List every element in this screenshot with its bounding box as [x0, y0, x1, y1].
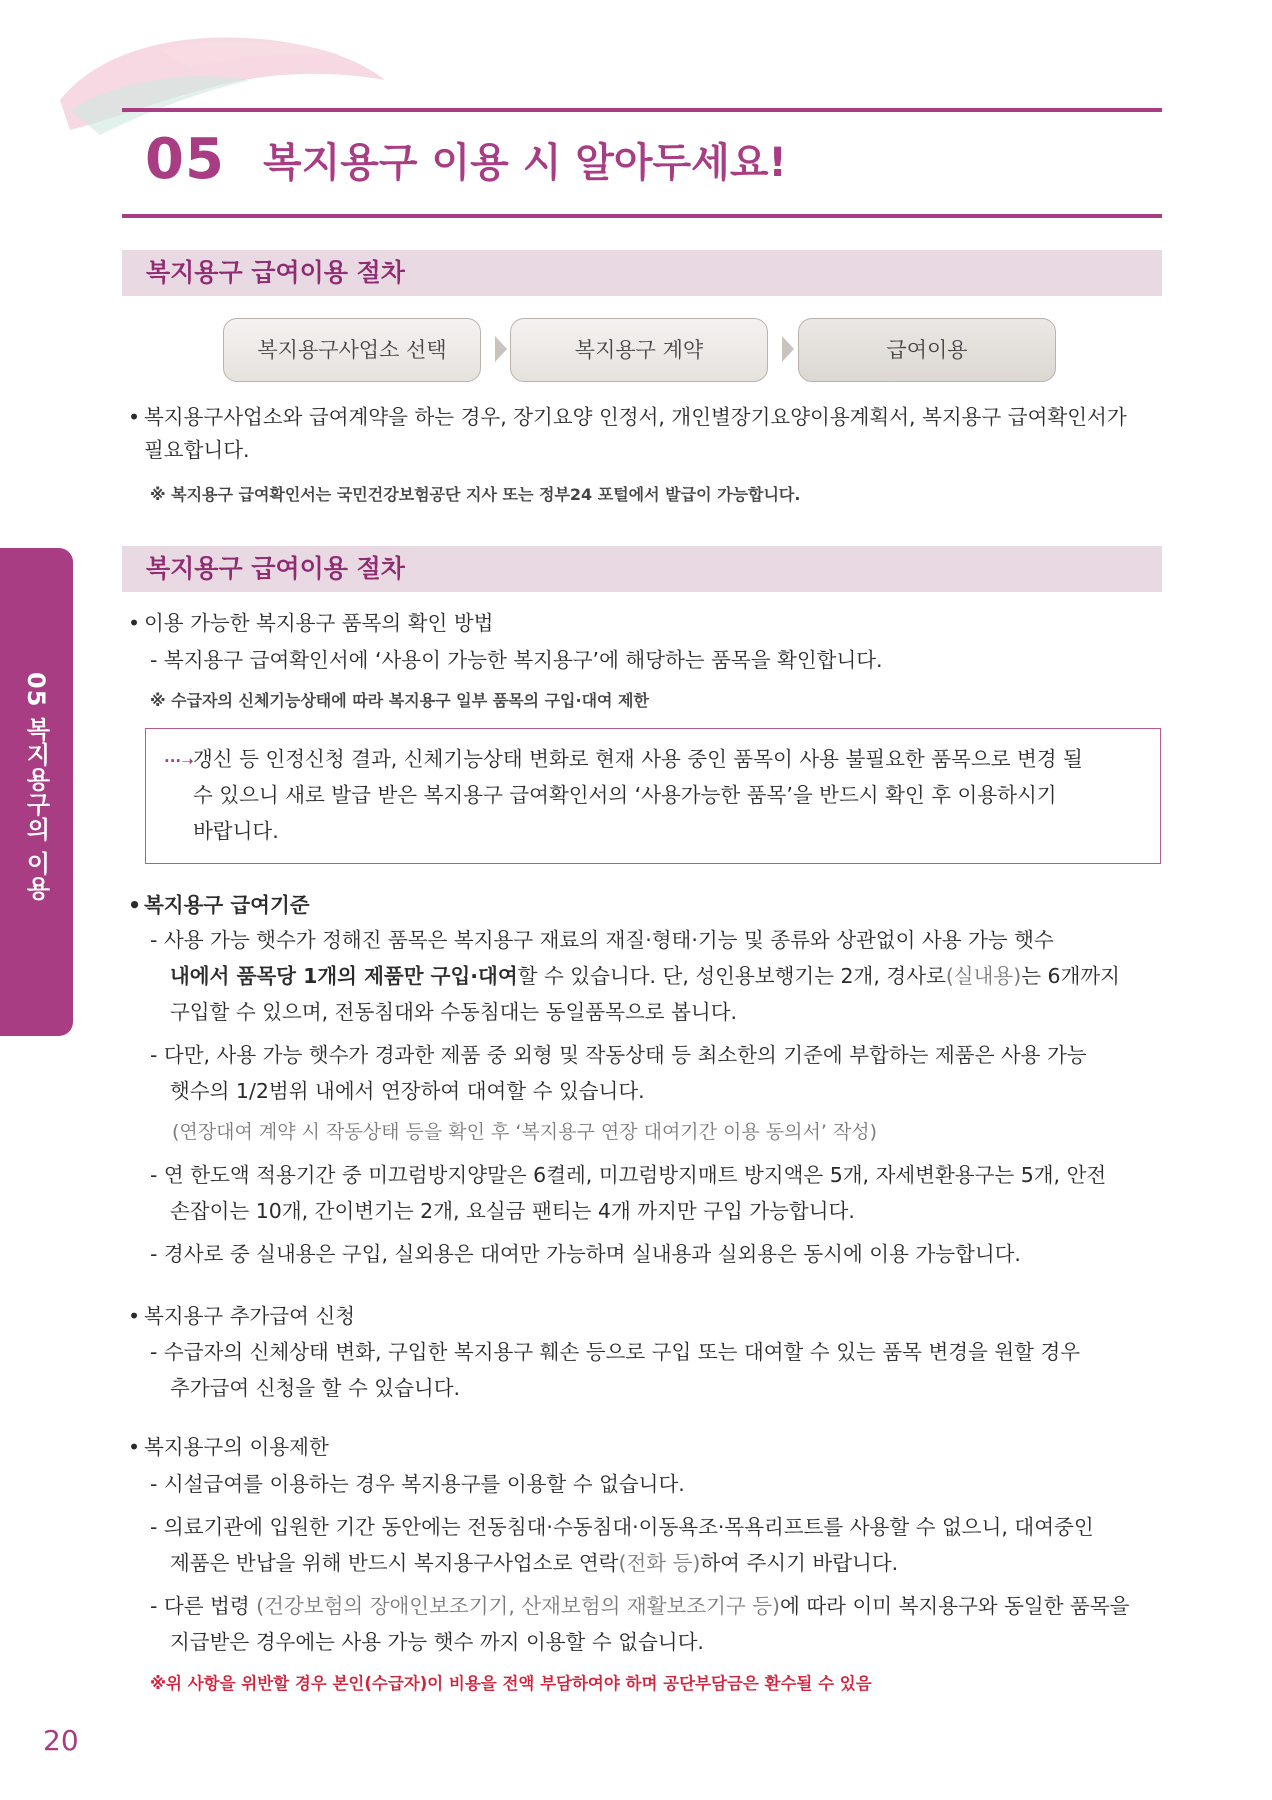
bullet-item: [130, 886, 310, 924]
sub-item: - 경사로 중 실내용은 구입, 실외용은 대여만 가능하며 실내용과 실외용은 동시에 이용 가능합니다.: [150, 1242, 1021, 1266]
chapter-number: 05: [145, 127, 225, 192]
sub-item: - 사용 가능 햇수가 정해진 품목은 복지용구 재료의 재질·형태·기능 및 종류와 상관없이 사용 가능 햇수: [150, 928, 1054, 952]
bullet-title: 복지용구 추가급여 신청: [144, 1304, 356, 1328]
callout-text: 바랍니다.: [193, 819, 279, 843]
bullet-title: 복지용구 급여기준: [144, 893, 310, 917]
text-run-gray: (건강보험의 장애인보조기기, 산재보험의 재활보조기구 등): [256, 1594, 781, 1618]
step-box: 급여이용: [798, 318, 1056, 382]
page-number: 20: [43, 1724, 79, 1757]
chevron-right-icon: [494, 334, 508, 364]
chevron-right-icon: [781, 334, 795, 364]
text-run-gray: (실내용): [945, 964, 1022, 988]
sub-item-cont: 손잡이는 10개, 간이변기는 2개, 요실금 팬티는 4개 까지만 구입 가능합니다.: [170, 1199, 855, 1223]
sub-item: - 시설급여를 이용하는 경우 복지용구를 이용할 수 없습니다.: [150, 1472, 685, 1496]
arrow-icon: ···➝: [164, 752, 194, 770]
bullet-title: 이용 가능한 복지용구 품목의 확인 방법: [144, 611, 494, 635]
section-heading: 복지용구 급여이용 절차: [122, 250, 1162, 296]
text-run: 할 수 있습니다. 단, 성인용보행기는 2개, 경사로: [517, 964, 946, 988]
bullet-title: 복지용구의 이용제한: [144, 1435, 329, 1459]
callout-text: 갱신 등 인정신청 결과, 신체기능상태 변화로 현재 사용 중인 품목이 사용 불필요한 품목으로 변경 될: [193, 747, 1083, 771]
text-run: 하여 주시기 바랍니다.: [700, 1551, 899, 1575]
text-run: - 다른 법령: [150, 1594, 257, 1618]
warning-text: ※위 사항을 위반할 경우 본인(수급자)이 비용을 전액 부담하여야 하며 공단부담금은 환수될 수 있음: [150, 1674, 872, 1693]
bullet-item: [130, 398, 1127, 436]
sub-item: - 의료기관에 입원한 기간 동안에는 전동침대·수동침대·이동욕조·목욕리프트를 사용할 수 없으니, 대여중인: [150, 1515, 1094, 1539]
sub-item-cont: 지급받은 경우에는 사용 가능 햇수 까지 이용할 수 없습니다.: [170, 1630, 704, 1654]
side-tab-label: 05 복지용구의 이용: [22, 672, 50, 902]
text-run-gray: (전화 등): [618, 1551, 701, 1575]
section-heading: 복지용구 급여이용 절차: [122, 546, 1162, 592]
page-title: 복지용구 이용 시 알아두세요!: [263, 140, 787, 186]
sub-item: - 다만, 사용 가능 햇수가 경과한 제품 중 외형 및 작동상태 등 최소한의 기준에 부합하는 제품은 사용 가능: [150, 1043, 1087, 1067]
sub-item: [150, 1587, 1129, 1625]
sub-item: - 복지용구 급여확인서에 ‘사용이 가능한 복지용구’에 해당하는 품목을 확인합니다.: [150, 648, 883, 672]
text-run: 제품은 반납을 위해 반드시 복지용구사업소로 연락: [170, 1551, 619, 1575]
bullet-item: [130, 1297, 355, 1335]
sub-item-cont: 햇수의 1/2범위 내에서 연장하여 대여할 수 있습니다.: [170, 1079, 645, 1103]
bullet-text: 복지용구사업소와 급여계약을 하는 경우, 장기요양 인정서, 개인별장기요양이용계획서, 복지용구 급여확인서가: [144, 405, 1127, 429]
text-run: 는 6개까지: [1021, 964, 1120, 988]
sub-item-cont: 구입할 수 있으며, 전동침대와 수동침대는 동일품목으로 봅니다.: [170, 1000, 738, 1024]
callout-text: 수 있으니 새로 발급 받은 복지용구 급여확인서의 ‘사용가능한 품목’을 반드시 확인 후 이용하시기: [193, 783, 1057, 807]
sub-item: - 연 한도액 적용기간 중 미끄럼방지양말은 6켤레, 미끄럼방지매트 방지액은 5개, 자세변환용구는 5개, 안전: [150, 1163, 1107, 1187]
sub-item-cont: 추가급여 신청을 할 수 있습니다.: [170, 1376, 461, 1400]
bullet-text-cont: 필요합니다.: [144, 438, 250, 462]
emphasis-text: 내에서 품목당 1개의 제품만 구입·대여: [170, 964, 518, 988]
title-top-rule: [122, 108, 1162, 112]
note-text: ※ 복지용구 급여확인서는 국민건강보험공단 지사 또는 정부24 포털에서 발급이 가능합니다.: [150, 485, 801, 504]
sub-item: - 수급자의 신체상태 변화, 구입한 복지용구 훼손 등으로 구입 또는 대여할 수 있는 품목 변경을 원할 경우: [150, 1340, 1081, 1364]
sub-item-note: (연장대여 계약 시 작동상태 등을 확인 후 ‘복지용구 연장 대여기간 이용 동의서’ 작성): [172, 1121, 878, 1143]
bullet-item: [130, 604, 493, 642]
title-bottom-rule: [122, 214, 1162, 218]
bullet-item: [130, 1428, 329, 1466]
sub-item-cont: [170, 957, 1120, 995]
step-box: 복지용구사업소 선택: [223, 318, 481, 382]
sub-item-cont: [170, 1544, 898, 1582]
text-run: 에 따라 이미 복지용구와 동일한 품목을: [780, 1594, 1130, 1618]
step-box: 복지용구 계약: [510, 318, 768, 382]
note-text: ※ 수급자의 신체기능상태에 따라 복지용구 일부 품목의 구입·대여 제한: [150, 691, 649, 710]
